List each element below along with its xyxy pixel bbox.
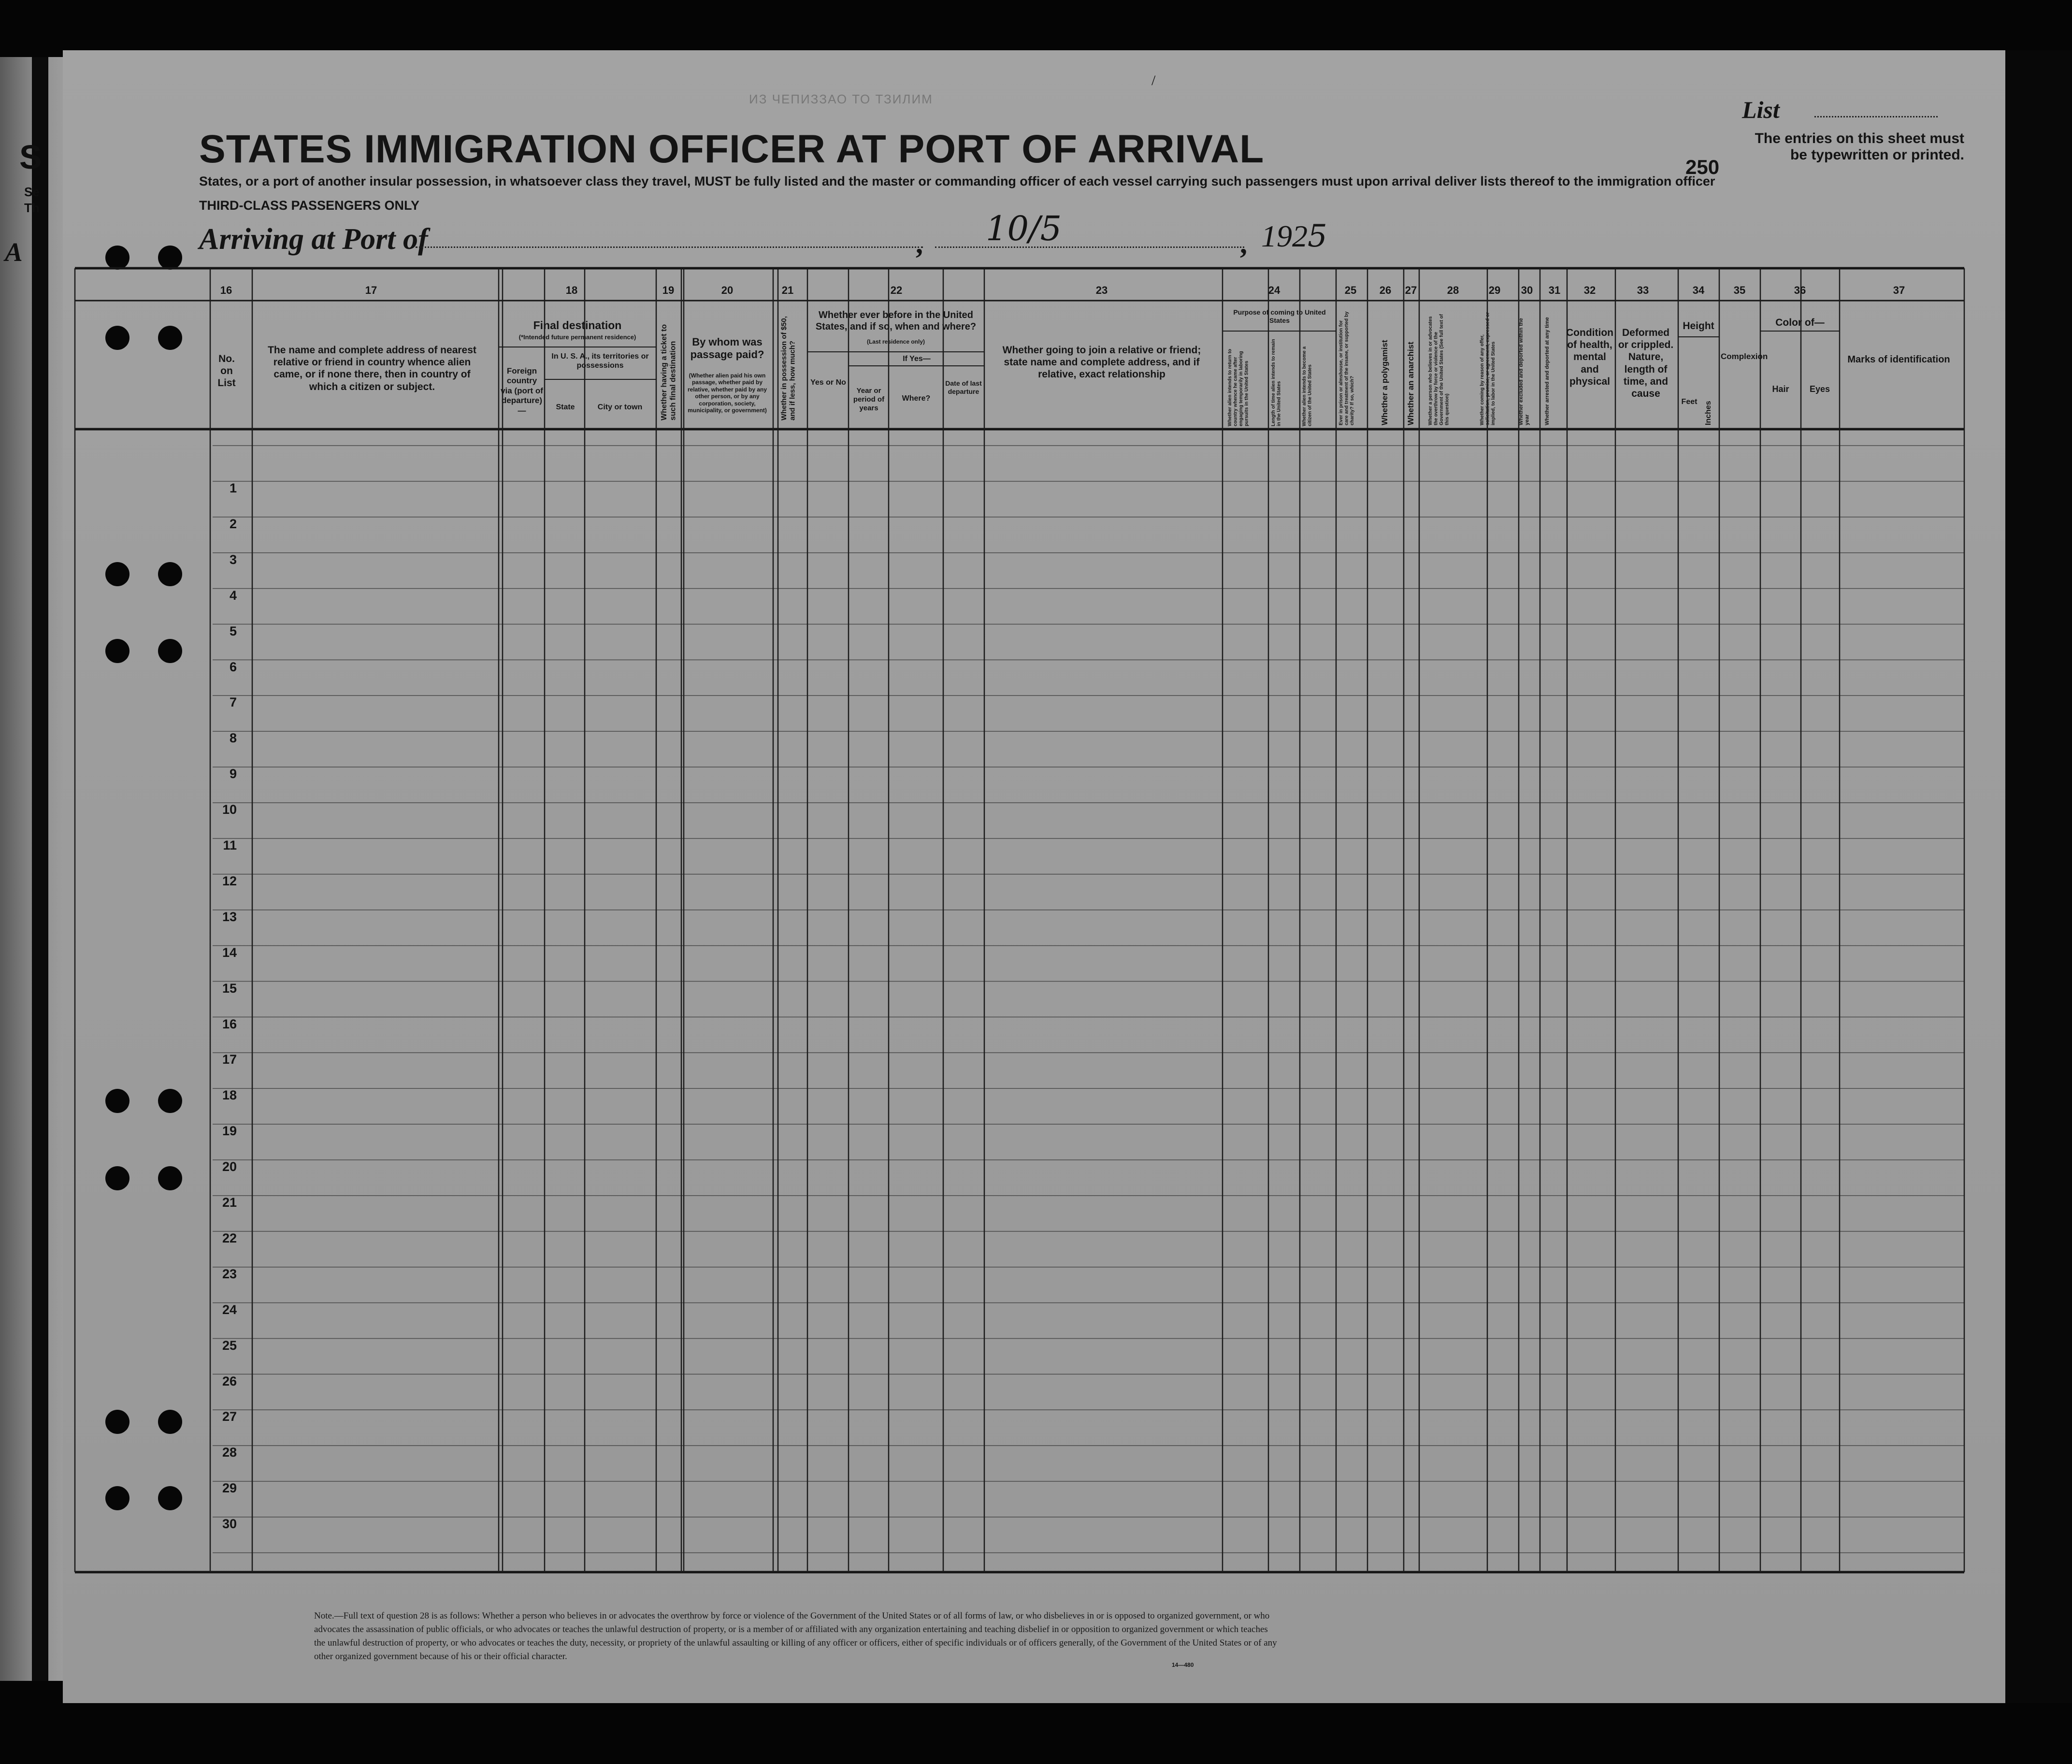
row-number: 11 [223, 838, 237, 853]
row-number: 28 [222, 1445, 237, 1460]
list-label: List [1742, 96, 1780, 123]
row-number: 12 [222, 873, 237, 888]
column-number: 18 [565, 284, 578, 296]
header-question-28: Whether a person who believes in or advocates the overthrow by force or violence of the Government of the United States (See full text of this question) [1428, 314, 1450, 425]
column-number: 28 [1447, 284, 1459, 296]
column-number: 36 [1794, 284, 1806, 296]
row-number: 26 [222, 1374, 237, 1388]
header-joining-relative: Whether going to join a relative or friend; state name and complete address, and if relative, exact relationship [1002, 345, 1201, 380]
row-number: 19 [222, 1124, 237, 1139]
passenger-class-note: THIRD-CLASS PASSENGERS ONLY [199, 198, 420, 213]
header-if-yes: If Yes— [903, 355, 931, 363]
handwritten-year-digit: 5 [1308, 218, 1327, 254]
row-number: 15 [222, 981, 237, 996]
column-number: 22 [890, 284, 903, 296]
left-fragment-letter: S [19, 138, 42, 176]
typewritten-notice: The entries on this sheet must be typewritten or printed. [1755, 130, 1964, 163]
column-number: 19 [662, 284, 675, 296]
column-number: 21 [781, 284, 794, 296]
row-number: 23 [222, 1266, 237, 1281]
column-number: 17 [365, 284, 377, 296]
column-number: 37 [1893, 284, 1905, 296]
column-number: 20 [721, 284, 734, 296]
row-number: 27 [222, 1409, 237, 1424]
column-number: 26 [1379, 284, 1392, 296]
row-number: 6 [229, 659, 237, 674]
column-number: 29 [1488, 284, 1501, 296]
row-number: 22 [222, 1230, 237, 1245]
row-number: 14 [222, 945, 237, 960]
page-subtitle: States, or a port of another insular possession, in whatsoever class they travel, MUST be fully listed and the master or commanding officer of each vessel carrying such passengers must upon arrival deliver lists thereof to the immigration officer [199, 174, 1715, 188]
row-lines [213, 446, 1964, 1553]
row-number: 24 [222, 1302, 237, 1317]
header-date-last-departure: Date of last departure [945, 379, 982, 395]
header-ticket: Whether having a ticket to such final destination [660, 324, 677, 420]
row-number: 4 [229, 588, 237, 603]
row-number: 30 [222, 1517, 237, 1532]
column-number: 34 [1692, 284, 1705, 296]
row-number: 18 [222, 1088, 237, 1103]
header-complexion: Complexion [1721, 352, 1768, 361]
column-number: 33 [1637, 284, 1649, 296]
header-purpose-c: Whether alien intends to become a citizen of the United States [1302, 346, 1313, 426]
comma-separator: , [1240, 228, 1247, 260]
row-number: 8 [229, 731, 237, 746]
header-last-residence-note: (Last residence only) [866, 338, 925, 345]
header-inches: Inches [1704, 401, 1712, 425]
row-number: 2 [229, 516, 237, 531]
column-number: 23 [1095, 284, 1108, 296]
row-number: 29 [222, 1481, 237, 1496]
header-prison: Ever in prison or almshouse, or institution for care and treatment of the insane, or supported by charity? If so, which? [1338, 311, 1355, 425]
header-excluded: Whether excluded and deported within the year [1518, 318, 1530, 425]
header-city-or-town: City or town [597, 403, 643, 411]
header-purpose-b: Length of time alien intends to remain in the United States [1271, 339, 1282, 426]
column-number: 24 [1268, 284, 1281, 296]
column-number: 30 [1521, 284, 1533, 296]
row-number: 20 [222, 1159, 237, 1174]
header-health: Condition of health, mental and physical [1566, 327, 1613, 387]
row-number: 5 [229, 623, 237, 638]
header-purpose: Purpose of coming to United States [1233, 308, 1326, 324]
handwritten-date: 10/5 [986, 209, 1062, 248]
column-number: 16 [220, 284, 232, 296]
left-fragment-line-3: A [5, 237, 23, 267]
header-no-on-list: No. on List [217, 353, 236, 389]
header-passage-paid-note: (Whether alien paid his own passage, whether paid by relative, whether paid by any other person, or by any corporation, society, municipality, or government) [687, 372, 767, 414]
header-purpose-a: Whether alien intends to return to country whence he came after engaging temporarily in laboring pursuits in the United States [1227, 348, 1250, 426]
header-eyes: Eyes [1809, 384, 1830, 394]
row-number: 17 [222, 1052, 237, 1067]
row-number: 13 [222, 909, 237, 924]
row-number: 3 [229, 552, 237, 567]
header-polygamist: Whether a polygamist [1380, 340, 1389, 425]
column-number: 25 [1344, 284, 1357, 296]
header-yes-or-no: Yes or No [810, 378, 846, 387]
header-feet: Feet [1681, 398, 1698, 406]
row-number: 7 [229, 695, 237, 710]
column-number: 31 [1548, 284, 1561, 296]
header-ever-before-in-us: Whether ever before in the United States, and if so, when and where? [815, 310, 977, 332]
row-number: 9 [229, 766, 237, 781]
year-prefix: 192 [1261, 219, 1308, 253]
column-number: 32 [1583, 284, 1596, 296]
header-state: State [556, 403, 575, 411]
header-final-destination-note: (*Intended future permanent residence) [518, 333, 636, 341]
footer-note: Note.—Full text of question 28 is as follows: Whether a person who believes in or advocates the overthrow by force or violence of the Government of the United States or of all forms of law, or who disbelieves in or is opposed to organized government, or who advocates the assassination of public officials, or who advocates or teaches the unlawful destruction of property, or is a member of or affiliated with any organization entertaining and teaching disbelief in or opposition to organized government or which teaches the unlawful destruction of property, or who advocates or teaches the duty, necessity, or propriety of the unlawful assaulting or killing of any officer or officers, either of specific individuals or of officers generally, of the Government of the United States or of any other organized government because of his or their official character. [314, 1611, 1277, 1662]
arriving-port-label: Arriving at Port of [199, 223, 428, 256]
stray-mark: / [1151, 72, 1156, 88]
header-in-usa: In U. S. A., its territories or possessions [551, 352, 649, 370]
header-foreign-country: Foreign country via (port of departure)— [501, 366, 543, 415]
header-nearest-relative: The name and complete address of nearest relative or friend in country whence alien came, or if none there, then in country of which a citizen or subject. [268, 345, 476, 392]
faint-bleedthrough-text: ИЗ ЧЕПИЗЗАО ТО ТЗИЛИМ [749, 92, 933, 106]
header-color-of: Color of— [1775, 317, 1825, 328]
header-arrested: Whether arrested and deported at any time [1544, 317, 1550, 425]
sheet-number: 250 [1685, 156, 1720, 178]
row-number: 25 [222, 1338, 237, 1353]
column-lines [75, 268, 1964, 1572]
left-fragment-line-2: Th [24, 201, 40, 215]
row-number: 16 [222, 1016, 237, 1031]
header-marks-of-identification: Marks of identification [1847, 354, 1950, 365]
header-where: Where? [902, 394, 931, 403]
comma-separator: , [916, 228, 923, 260]
column-number: 35 [1733, 284, 1746, 296]
header-labor-offer: Whether coming by reason of any offer, solicitation, promise, or agreement, expressed or implied, to labor in the United States [1480, 312, 1496, 425]
column-number: 27 [1405, 284, 1417, 296]
header-year-or-period: Year or period of years [853, 387, 885, 412]
left-fragment-line-1: Se [24, 185, 40, 199]
header-deformed: Deformed or crippled. Nature, length of time, and cause [1618, 327, 1674, 399]
header-passage-paid: By whom was passage paid? [690, 336, 764, 361]
row-number: 1 [229, 481, 237, 495]
header-final-destination: Final destination [533, 319, 622, 332]
form-code: 14—480 [1172, 1662, 1194, 1668]
header-anarchist: Whether an anarchist [1406, 342, 1415, 425]
row-number: 10 [222, 802, 237, 817]
header-fifty-dollars: Whether in possession of $50, and if less, how much? [780, 316, 797, 420]
header-hair: Hair [1772, 384, 1789, 394]
page-title: STATES IMMIGRATION OFFICER AT PORT OF ARRIVAL [199, 127, 1265, 171]
header-height: Height [1683, 320, 1714, 332]
row-number: 21 [222, 1195, 237, 1210]
